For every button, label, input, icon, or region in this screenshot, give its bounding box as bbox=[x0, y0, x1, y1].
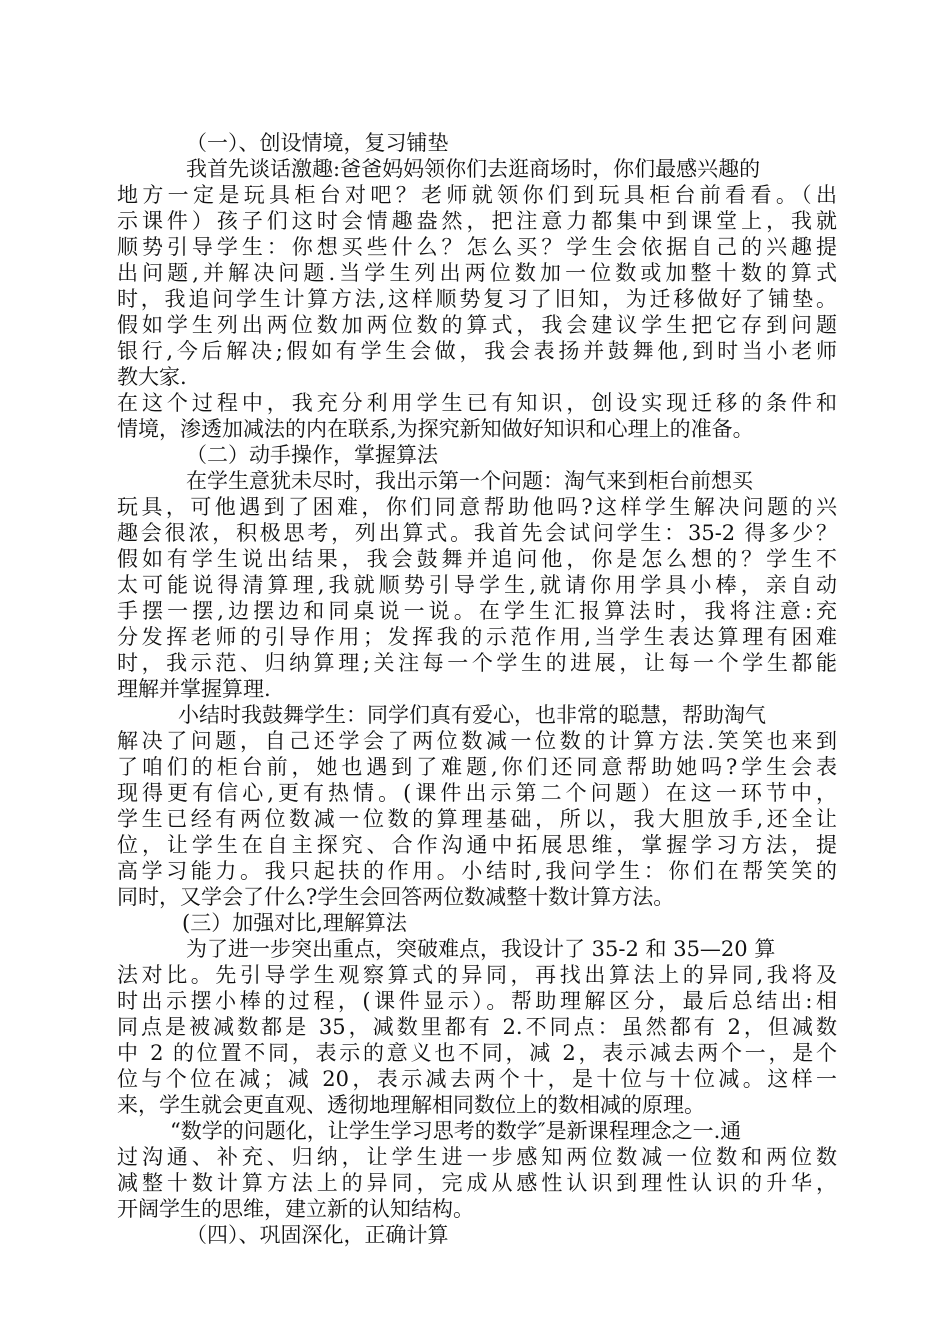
text-line: 位，让学生在自主探究、合作沟通中拓展思维，掌握学习方法，提 bbox=[117, 833, 837, 857]
text-line: 过沟通、补充、归纳，让学生进一步感知两位数减一位数和两位数 bbox=[117, 1145, 837, 1169]
text-line: 玩具，可他遇到了困难，你们同意帮助他吗?这样学生解决问题的兴 bbox=[117, 495, 837, 519]
section-heading-2: （二）动手操作，掌握算法 bbox=[186, 443, 438, 467]
section-heading-1: （一）、创设情境，复习铺垫 bbox=[186, 131, 449, 155]
text-line: 中 2 的位置不同，表示的意义也不同，减 2，表示减去两个一，是个 bbox=[117, 1041, 837, 1065]
text-line: 同时，又学会了什么?学生会回答两位数减整十数计算方法。 bbox=[117, 885, 675, 909]
text-line: 为了进一步突出重点，突破难点，我设计了 35-2 和 35—20 算 bbox=[186, 937, 776, 961]
text-line: 出问题,并解决问题.当学生列出两位数加一位数或加整十数的算式 bbox=[117, 261, 837, 285]
text-line: 法对比。先引导学生观察算式的异同，再找出算法上的异同,我将及 bbox=[117, 963, 837, 987]
text-line: 小结时我鼓舞学生：同学们真有爱心，也非常的聪慧，帮助淘气 bbox=[178, 703, 766, 727]
text-line: 开阔学生的思维，建立新的认知结构。 bbox=[117, 1197, 474, 1221]
text-line: 分发挥老师的引导作用；发挥我的示范作用,当学生表达算理有困难 bbox=[117, 625, 837, 649]
text-line: 教大家. bbox=[117, 365, 187, 389]
text-line: 顺势引导学生：你想买些什么？怎么买？学生会依据自己的兴趣提 bbox=[117, 235, 837, 259]
text-line: 太可能说得清算理,我就顺势引导学生,就请你用学具小棒，亲自动 bbox=[117, 573, 837, 597]
text-line: 位与个位在减；减 20，表示减去两个十，是十位与十位减。这样一 bbox=[117, 1067, 837, 1091]
text-line: 时出示摆小棒的过程，(课件显示）。帮助理解区分，最后总结出:相 bbox=[117, 989, 837, 1013]
text-line: 了咱们的柜台前，她也遇到了难题,你们还同意帮助她吗?学生会表 bbox=[117, 755, 837, 779]
text-line: 时，我追问学生计算方法,这样顺势复习了旧知，为迁移做好了铺垫。 bbox=[117, 287, 837, 311]
text-line: 同点是被减数都是 35，减数里都有 2.不同点：虽然都有 2，但减数 bbox=[117, 1015, 837, 1039]
text-line: 我首先谈话激趣:爸爸妈妈领你们去逛商场时，你们最感兴趣的 bbox=[186, 157, 761, 181]
text-line: 理解并掌握算理. bbox=[117, 677, 271, 701]
text-line: 在学生意犹未尽时，我出示第一个问题：淘气来到柜台前想买 bbox=[186, 469, 753, 493]
text-line: 银行,今后解决;假如有学生会做，我会表扬并鼓舞他,到时当小老师 bbox=[117, 339, 837, 363]
text-line: 学生已经有两位数减一位数的算理基础，所以，我大胆放手,还全让 bbox=[117, 807, 837, 831]
text-line: 在这个过程中，我充分利用学生已有知识，创设实现迁移的条件和 bbox=[117, 391, 837, 415]
text-line: 示课件）孩子们这时会情趣盎然，把注意力都集中到课堂上，我就 bbox=[117, 209, 837, 233]
section-heading-3: (三）加强对比,理解算法 bbox=[182, 911, 407, 935]
text-line: 假如有学生说出结果，我会鼓舞并追问他，你是怎么想的？学生不 bbox=[117, 547, 837, 571]
text-line: 来，学生就会更直观、透彻地理解相同数位上的数相减的原理。 bbox=[117, 1093, 705, 1117]
text-line: 假如学生列出两位数加两位数的算式，我会建议学生把它存到问题 bbox=[117, 313, 837, 337]
text-line: 时，我示范、归纳算理;关注每一个学生的进展，让每一个学生都能 bbox=[117, 651, 837, 675]
text-line: 地方一定是玩具柜台对吧？老师就领你们到玩具柜台前看看。（出 bbox=[117, 183, 837, 207]
text-line: 解决了问题，自己还学会了两位数减一位数的计算方法.笑笑也来到 bbox=[117, 729, 837, 753]
text-line: 情境，渗透加减法的内在联系,为探究新知做好知识和心理上的准备。 bbox=[117, 417, 754, 441]
text-line: 现得更有信心,更有热情。(课件出示第二个问题）在这一环节中， bbox=[117, 781, 837, 805]
text-line: “数学的问题化，让学生学习思考的数学″是新课程理念之一.通 bbox=[170, 1119, 742, 1143]
text-line: 减整十数计算方法上的异同，完成从感性认识到理性认识的升华， bbox=[117, 1171, 837, 1195]
text-line: 趣会很浓，积极思考，列出算式。我首先会试问学生：35-2 得多少？ bbox=[117, 521, 837, 545]
section-heading-4: （四）、巩固深化，正确计算 bbox=[186, 1223, 449, 1247]
text-line: 高学习能力。我只起扶的作用。小结时,我问学生：你们在帮笑笑的 bbox=[117, 859, 837, 883]
text-line: 手摆一摆,边摆边和同桌说一说。在学生汇报算法时，我将注意:充 bbox=[117, 599, 837, 623]
